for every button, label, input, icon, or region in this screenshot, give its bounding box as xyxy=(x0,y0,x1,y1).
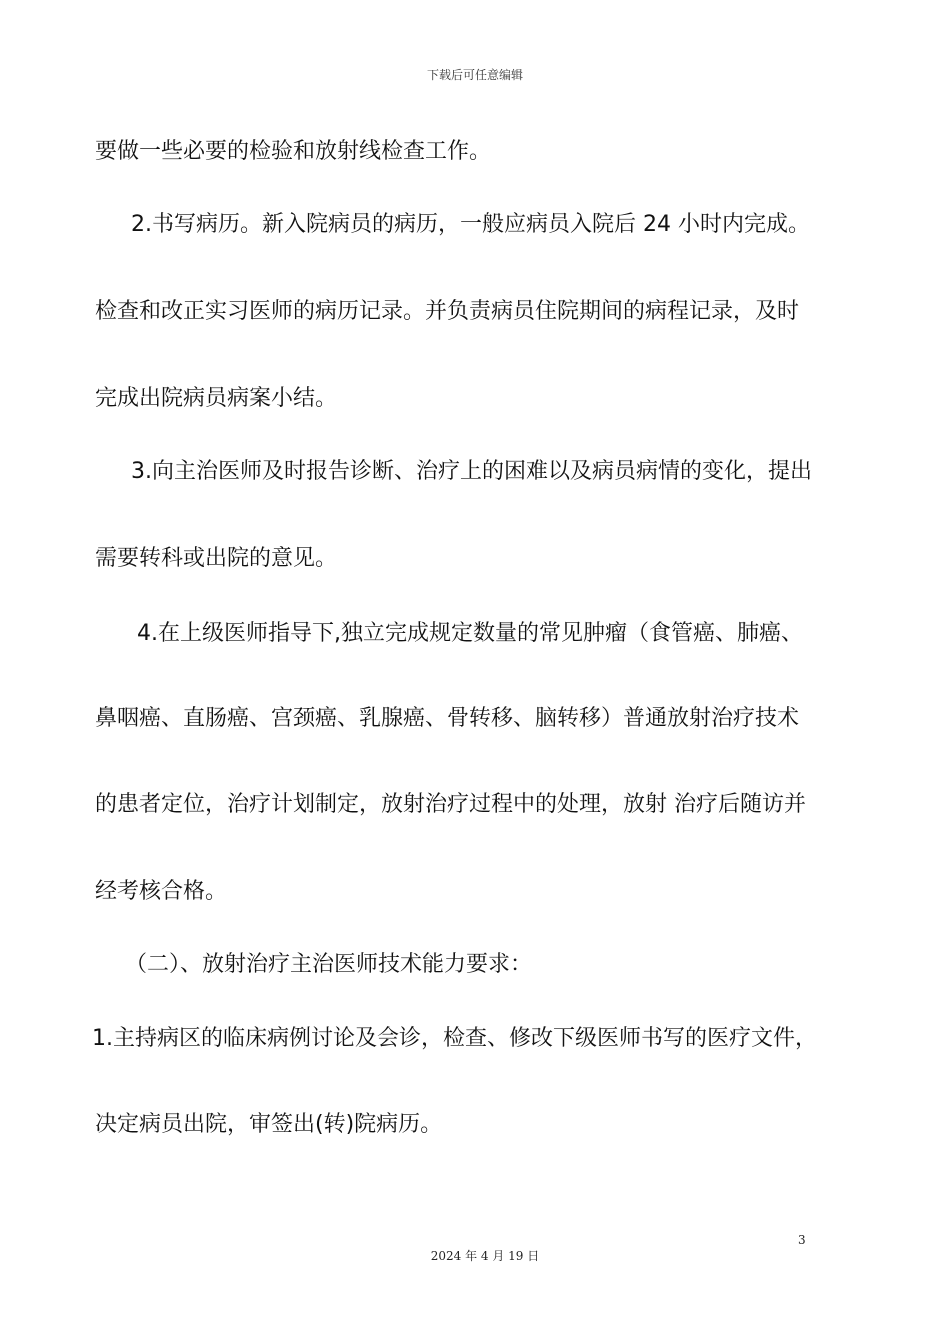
body-line: 的患者定位，治疗计划制定，放射治疗过程中的处理，放射 治疗后随访并 xyxy=(95,792,806,817)
body-line: 要做一些必要的检验和放射线检查工作。 xyxy=(95,139,492,164)
header-note: 下载后可任意编辑 xyxy=(426,68,523,82)
body-line: 经考核合格。 xyxy=(95,879,228,904)
body-line: 完成出院病员病案小结。 xyxy=(95,386,338,411)
body-line: 1.主持病区的临床病例讨论及会诊，检查、修改下级医师书写的医疗文件， xyxy=(92,1026,817,1051)
footer-date: 2024 年 4 月 19 日 xyxy=(430,1249,540,1263)
body-line: 需要转科或出院的意见。 xyxy=(95,546,338,571)
body-line: 决定病员出院，审签出(转)院病历。 xyxy=(95,1112,443,1137)
body-line: 鼻咽癌、直肠癌、宫颈癌、乳腺癌、骨转移、脑转移）普通放射治疗技术 xyxy=(95,706,800,731)
section-heading: （二）、放射治疗主治医师技术能力要求： xyxy=(125,952,533,977)
body-line: 2.书写病历。新入院病员的病历，一般应病员入院后 24 小时内完成。 xyxy=(131,212,810,237)
body-line: 检查和改正实习医师的病历记录。并负责病员住院期间的病程记录，及时 xyxy=(95,299,800,324)
body-line: 3.向主治医师及时报告诊断、治疗上的困难以及病员病情的变化，提出 xyxy=(131,459,812,484)
page-number: 3 xyxy=(798,1233,806,1247)
body-line: 4.在上级医师指导下,独立完成规定数量的常见肿瘤（食管癌、肺癌、 xyxy=(137,621,803,646)
